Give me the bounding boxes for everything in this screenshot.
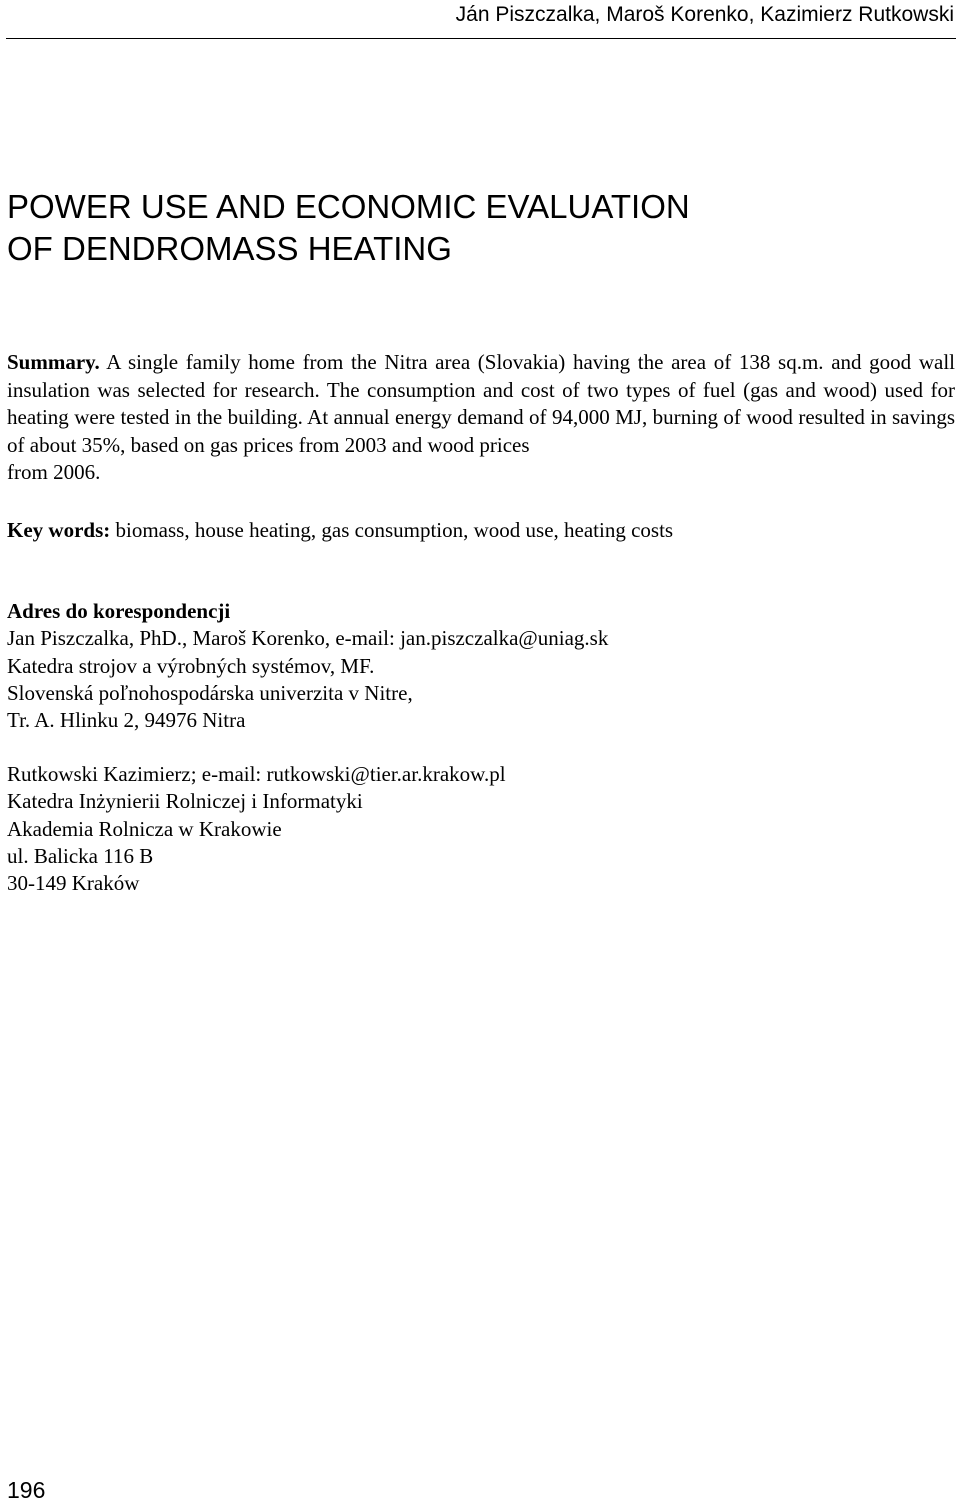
keywords-line xyxy=(7,517,673,545)
paper-title xyxy=(7,186,690,270)
address-line: Jan Piszczalka, PhD., Maroš Korenko, e-mail: jan.piszczalka@uniag.sk xyxy=(7,626,609,651)
correspondence-block-1 xyxy=(7,598,608,734)
address-line: Rutkowski Kazimierz; e-mail: rutkowski@tier.ar.krakow.pl xyxy=(7,762,506,786)
address-line: Katedra strojov a výrobných systémov, MF. xyxy=(7,653,375,678)
keywords-label: Key words: xyxy=(7,518,111,542)
running-header xyxy=(6,0,956,39)
title-line-2: OF DENDROMASS HEATING xyxy=(7,230,452,267)
address-line: Tr. A. Hlinku 2, 94976 Nitra xyxy=(7,708,246,733)
address-line: Slovenská poľnohospodárska univerzita v Nitre, xyxy=(7,680,413,705)
summary-text: A single family home from the Nitra area (Slovakia) having the area of 138 sq.m. and good wall insulation was selected for research. The consumption and cost of two types of fuel (gas and wood) used for heating were tested in the building. At annual energy demand of 94,000 MJ, burning of wood resulted in savings of about 35%, based on gas prices from 2003 and wood prices xyxy=(7,350,955,457)
header-authors: Ján Piszczalka, Maroš Korenko, Kazimierz Rutkowski xyxy=(455,3,954,26)
correspondence-block-2 xyxy=(7,761,506,897)
address-line: 30-149 Kraków xyxy=(7,871,140,896)
address-line: Akademia Rolnicza w Krakowie xyxy=(7,816,282,841)
address-line: ul. Balicka 116 B xyxy=(7,843,154,868)
address-line: Katedra Inżynierii Rolniczej i Informatyki xyxy=(7,789,363,814)
title-line-1: POWER USE AND ECONOMIC EVALUATION xyxy=(7,188,690,225)
summary-paragraph xyxy=(7,349,955,459)
page-number: 196 xyxy=(7,1477,46,1503)
correspondence-heading: Adres do korespondencji xyxy=(7,599,231,623)
summary-label: Summary. xyxy=(7,350,100,374)
summary-last-line: from 2006. xyxy=(7,460,101,484)
keywords-text: biomass, house heating, gas consumption, wood use, heating costs xyxy=(110,518,674,542)
